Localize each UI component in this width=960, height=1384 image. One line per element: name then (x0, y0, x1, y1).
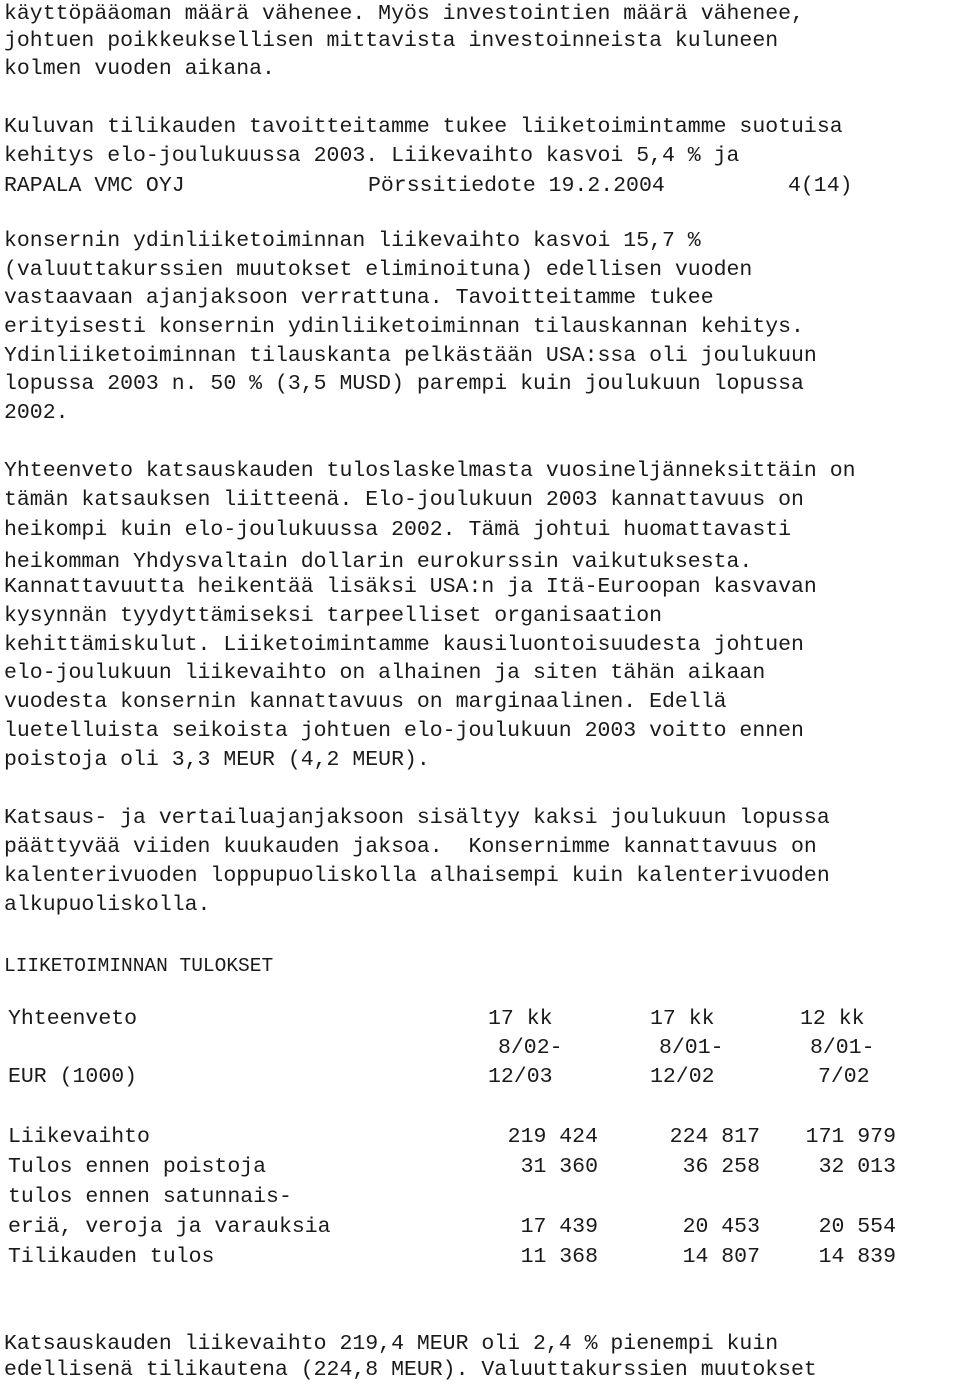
table-label-summary: Yhteenveto (8, 1007, 138, 1031)
text-line: heikompi kuin elo-joulukuussa 2002. Tämä johtui huomattavasti (4, 518, 792, 542)
row-value-col2: 20 453 (682, 1215, 760, 1239)
text-line: Yhteenveto katsauskauden tuloslaskelmasta vuosineljänneksittäin on (4, 459, 856, 483)
row-label: Tulos ennen poistoja (8, 1155, 267, 1179)
column-header-2-start: 8/01- (659, 1036, 724, 1060)
column-header-1-end: 12/03 (488, 1065, 553, 1089)
row-value-col2: 14 807 (682, 1245, 760, 1269)
column-header-3-end: 7/02 (818, 1065, 870, 1089)
row-label: eriä, veroja ja varauksia (8, 1215, 331, 1239)
row-value-col2: 224 817 (669, 1125, 760, 1149)
text-line: luetelluista seikoista johtuen elo-joulukuun 2003 voitto ennen (4, 719, 804, 743)
row-value-col3: 32 013 (818, 1155, 896, 1179)
text-line: kysynnän tyydyttämiseksi tarpeelliset organisaation (4, 604, 663, 628)
text-line: Katsaus- ja vertailuajanjaksoon sisältyy kaksi joulukuun lopussa (4, 806, 830, 830)
row-value-col3: 14 839 (818, 1245, 896, 1269)
row-value-col1: 219 424 (507, 1125, 598, 1149)
company-name: RAPALA VMC OYJ (4, 174, 185, 198)
row-label: Tilikauden tulos (8, 1245, 215, 1269)
text-line: käyttöpääoman määrä vähenee. Myös investointien määrä vähenee, (4, 2, 804, 26)
section-title: LIIKETOIMINNAN TULOKSET (4, 955, 274, 977)
text-line: alkupuoliskolla. (4, 893, 211, 917)
row-value-col3: 20 554 (818, 1215, 896, 1239)
column-header-3-start: 8/01- (810, 1036, 875, 1060)
document-type-date: Pörssitiedote 19.2.2004 (368, 174, 665, 198)
text-line: lopussa 2003 n. 50 % (3,5 MUSD) parempi kuin joulukuun lopussa (4, 372, 804, 396)
text-line: Ydinliiketoiminnan tilauskanta pelkästään USA:ssa oli joulukuun (4, 344, 817, 368)
column-header-2-period: 17 kk (650, 1007, 715, 1031)
text-line: tämän katsauksen liitteenä. Elo-joulukuun 2003 kannattavuus on (4, 488, 804, 512)
text-line: poistoja oli 3,3 MEUR (4,2 MEUR). (4, 748, 430, 772)
text-line: edellisenä tilikautena (224,8 MEUR). Valuuttakurssien muutokset (4, 1358, 817, 1382)
column-header-3-period: 12 kk (800, 1007, 865, 1031)
column-header-1-start: 8/02- (498, 1036, 563, 1060)
row-value-col1: 31 360 (520, 1155, 598, 1179)
text-line: kalenterivuoden loppupuoliskolla alhaisempi kuin kalenterivuoden (4, 864, 830, 888)
row-value-col2: 36 258 (682, 1155, 760, 1179)
text-line: elo-joulukuun liikevaihto on alhainen ja siten tähän aikaan (4, 661, 766, 685)
text-line: vastaavaan ajanjaksoon verrattuna. Tavoitteitamme tukee (4, 286, 714, 310)
text-line: erityisesti konsernin ydinliiketoiminnan tilauskannan kehitys. (4, 315, 804, 339)
text-line: vuodesta konsernin kannattavuus on marginaalinen. Edellä (4, 690, 727, 714)
text-line: kehittämiskulut. Liiketoimintamme kausiluontoisuudesta johtuen (4, 633, 804, 657)
row-label: tulos ennen satunnais- (8, 1185, 292, 1209)
text-line: (valuuttakurssien muutokset eliminoituna) edellisen vuoden (4, 258, 753, 282)
row-label: Liikevaihto (8, 1125, 150, 1149)
text-line: Katsauskauden liikevaihto 219,4 MEUR oli 2,4 % pienempi kuin (4, 1332, 779, 1356)
text-line: päättyvää viiden kuukauden jaksoa. Konsernimme kannattavuus on (4, 835, 817, 859)
column-header-2-end: 12/02 (650, 1065, 715, 1089)
text-line: Kuluvan tilikauden tavoitteitamme tukee liiketoimintamme suotuisa (4, 115, 843, 139)
column-header-1-period: 17 kk (488, 1007, 553, 1031)
text-line: Kannattavuutta heikentää lisäksi USA:n ja Itä-Euroopan kasvavan (4, 575, 817, 599)
text-line: kehitys elo-joulukuussa 2003. Liikevaihto kasvoi 5,4 % ja (4, 144, 740, 168)
row-value-col3: 171 979 (805, 1125, 896, 1149)
table-label-currency: EUR (1000) (8, 1065, 138, 1089)
text-line: heikomman Yhdysvaltain dollarin eurokurssin vaikutuksesta. (4, 550, 753, 574)
text-line: konsernin ydinliiketoiminnan liikevaihto kasvoi 15,7 % (4, 229, 701, 253)
text-line: 2002. (4, 401, 69, 425)
row-value-col1: 17 439 (520, 1215, 598, 1239)
row-value-col1: 11 368 (520, 1245, 598, 1269)
text-line: johtuen poikkeuksellisen mittavista investoinneista kuluneen (4, 29, 779, 53)
text-line: kolmen vuoden aikana. (4, 57, 275, 81)
page-number: 4(14) (788, 174, 853, 198)
